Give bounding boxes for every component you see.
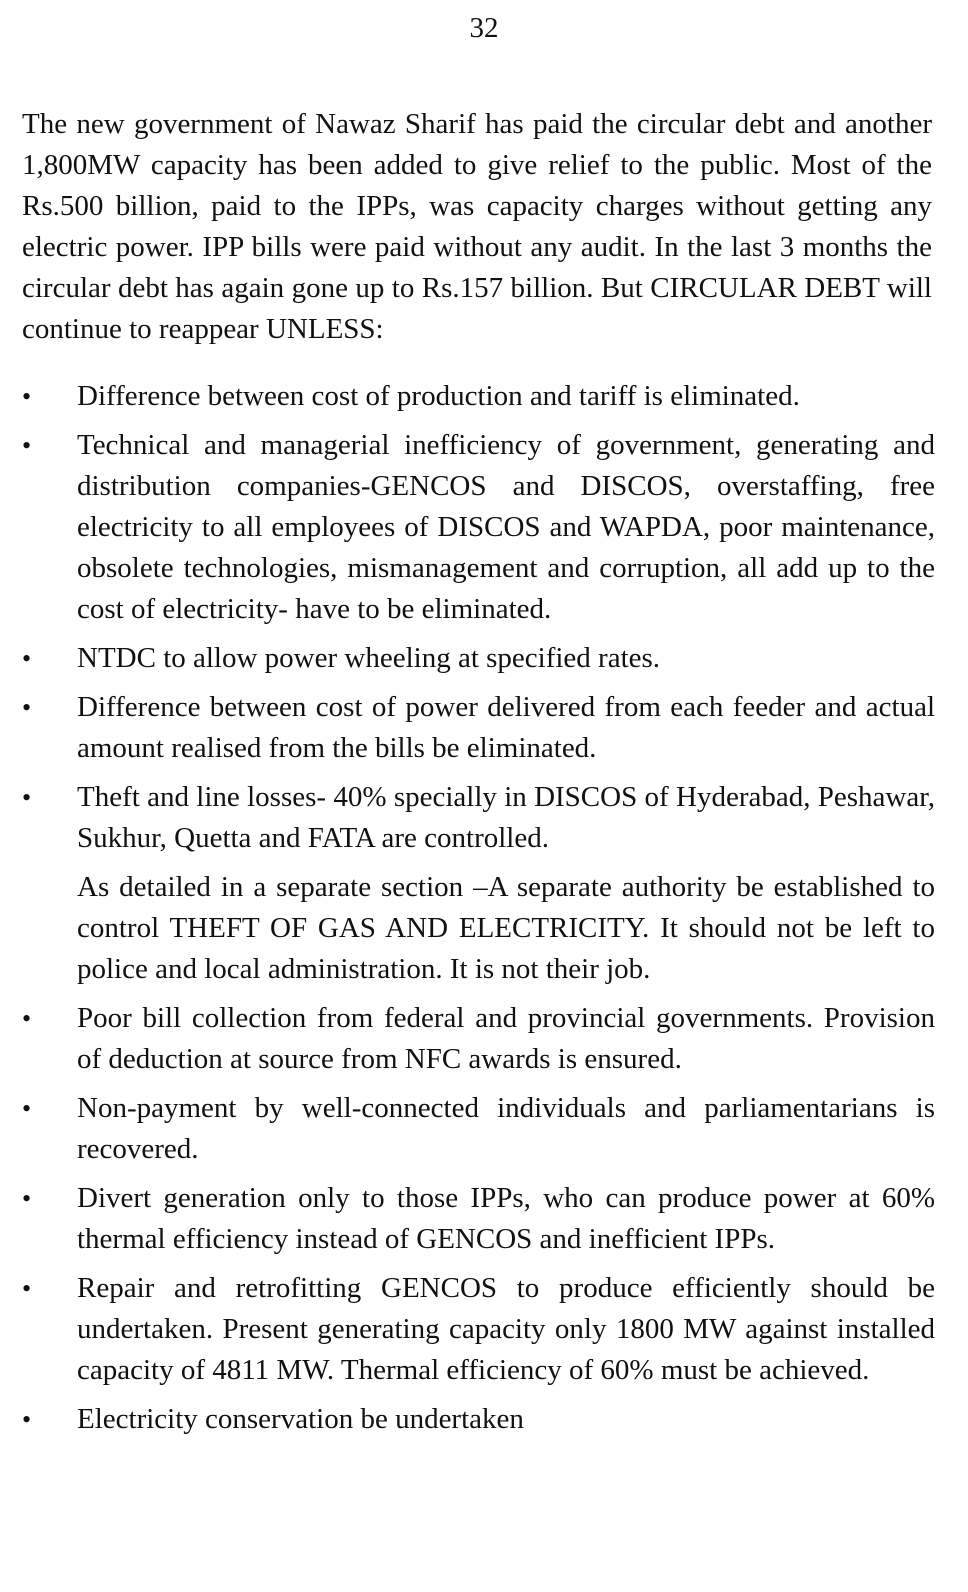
bullet-list — [0, 376, 968, 1440]
list-item — [0, 1399, 935, 1440]
list-item — [0, 376, 935, 417]
bullet-icon: • — [22, 382, 32, 411]
list-item-text: Theft and line losses- 40% specially in DISCOS of Hyderabad, Peshawar, Sukhur, Quetta and FATA are controlled. — [77, 781, 935, 854]
bullet-icon: • — [22, 431, 32, 460]
list-item — [0, 1178, 935, 1260]
list-item-text: Repair and retrofitting GENCOS to produce efficiently should be undertaken. Present generating capacity only 1800 MW against installed capacity of 4811 MW. Thermal efficiency of 60% must be achieved. — [77, 1272, 935, 1386]
list-item — [0, 425, 935, 630]
bullet-icon: • — [22, 1094, 32, 1123]
bullet-icon: • — [22, 1405, 32, 1434]
list-item-text: NTDC to allow power wheeling at specified rates. — [77, 642, 661, 674]
bullet-icon: • — [22, 1274, 32, 1303]
list-item-text: Electricity conservation be undertaken — [77, 1403, 524, 1435]
bullet-icon: • — [22, 644, 32, 673]
list-item-text: Difference between cost of production and tariff is eliminated. — [77, 380, 800, 412]
theft-authority-note: As detailed in a separate section –A separate authority be established to control THEFT OF GAS AND ELECTRICITY. It should not be left to police and local administration. It is not their job. — [77, 871, 935, 985]
list-item — [0, 777, 935, 990]
page-number: 32 — [469, 12, 499, 44]
bullet-icon: • — [22, 1184, 32, 1213]
bullet-icon: • — [22, 783, 32, 812]
list-item-text: Divert generation only to those IPPs, who can produce power at 60% thermal efficiency instead of GENCOS and inefficient IPPs. — [77, 1182, 935, 1255]
intro-paragraph: The new government of Nawaz Sharif has paid the circular debt and another 1,800MW capacity has been added to give relief to the public. Most of the Rs.500 billion, paid to the IPPs, was capacity charges without getting any electric power. IPP bills were paid without any audit. In the last 3 months the circular debt has again gone up to Rs.157 billion. But CIRCULAR DEBT will continue to reappear UNLESS: — [22, 108, 932, 345]
list-item-text: Technical and managerial inefficiency of government, generating and distribution companies-GENCOS and DISCOS, overstaffing, free electricity to all employees of DISCOS and WAPDA, poor maintenance, obsolete technologies, mismanagement and corruption, all add up to the cost of electricity- have to be eliminated. — [77, 429, 935, 625]
list-item-text: Poor bill collection from federal and provincial governments. Provision of deduction at source from NFC awards is ensured. — [77, 1002, 935, 1075]
list-item — [0, 1088, 935, 1170]
list-item-text: Non-payment by well-connected individuals and parliamentarians is recovered. — [77, 1092, 935, 1165]
list-item — [0, 687, 935, 769]
bullet-icon: • — [22, 693, 32, 722]
list-item — [0, 998, 935, 1080]
list-item — [0, 1268, 935, 1391]
list-item — [0, 638, 935, 679]
bullet-icon: • — [22, 1004, 32, 1033]
list-item-text: Difference between cost of power delivered from each feeder and actual amount realised from the bills be eliminated. — [77, 691, 935, 764]
